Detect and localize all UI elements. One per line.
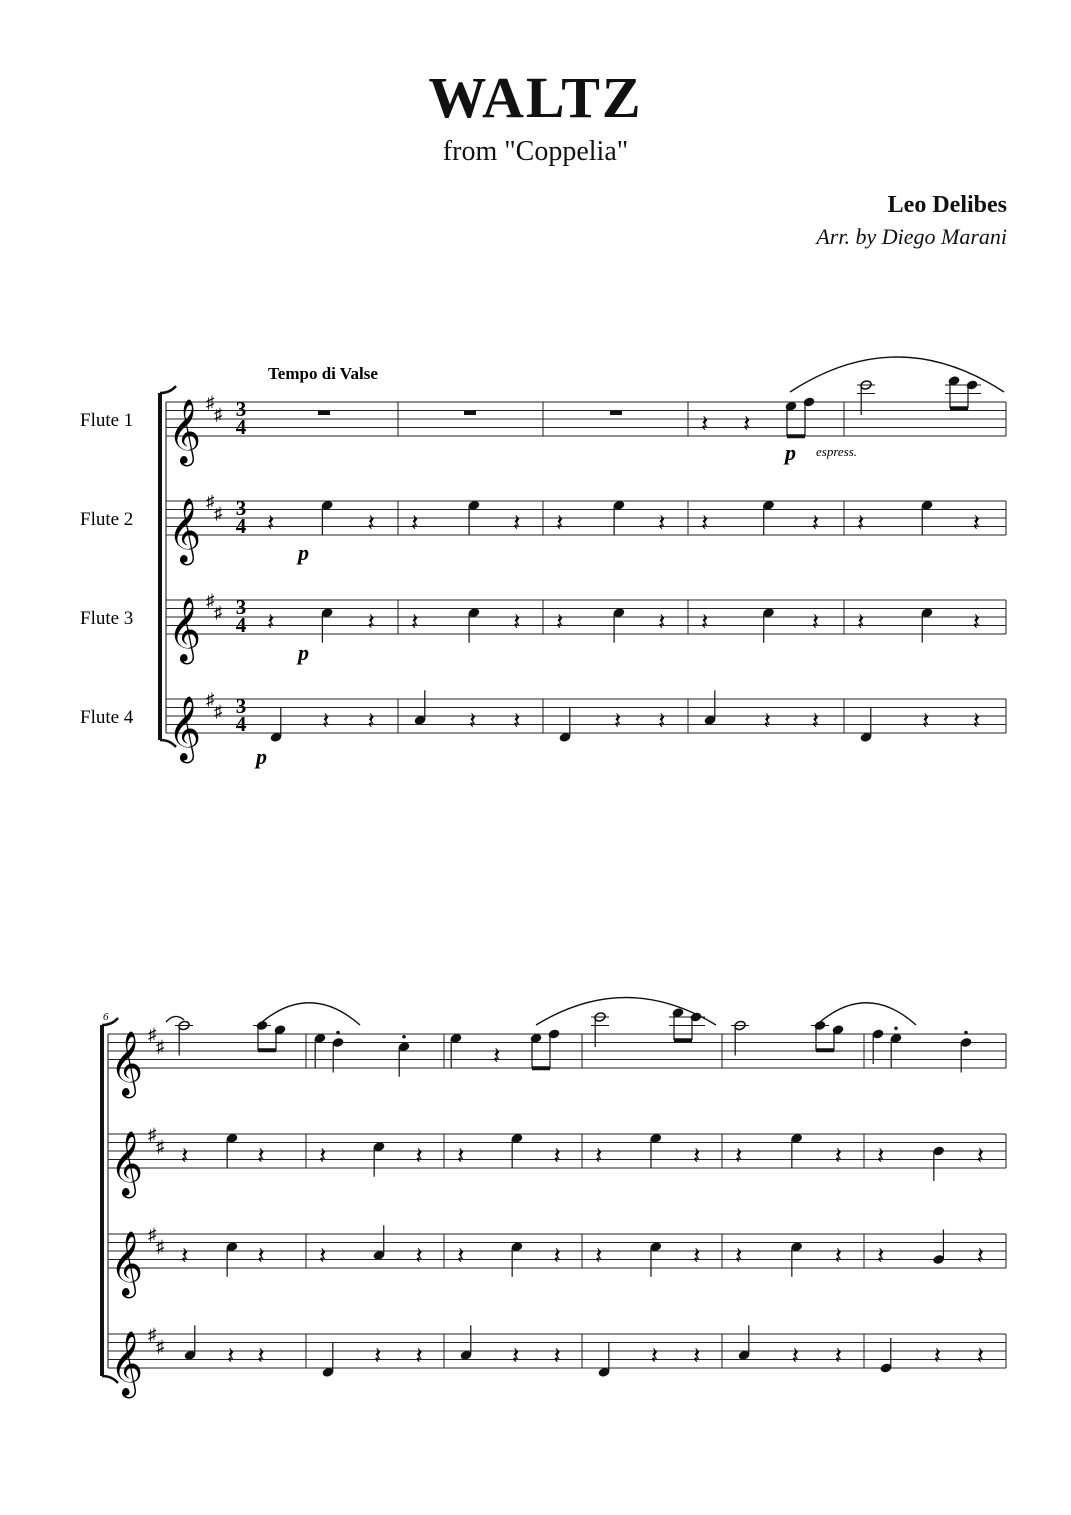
quarter-rest-icon: 𝄽 <box>415 1243 423 1270</box>
dynamic-flute-3: p <box>298 640 309 665</box>
staccato-dot <box>894 1026 898 1030</box>
quarter-rest-icon: 𝄽 <box>834 1243 842 1270</box>
quarter-rest-icon: 𝄽 <box>834 1143 842 1170</box>
timesig-bottom-1: 4 <box>235 415 247 439</box>
staccato-dot <box>402 1035 406 1039</box>
quarter-rest-icon: 𝄽 <box>257 1343 265 1370</box>
treble-clef-icon: 𝄞 <box>110 1133 144 1195</box>
quarter-rest-icon: 𝄽 <box>735 1143 743 1170</box>
quarter-rest-icon: 𝄽 <box>367 708 375 735</box>
quarter-rest-icon: 𝄽 <box>513 708 521 735</box>
sharp-c-icon: ♯ <box>156 1137 165 1156</box>
quarter-rest-icon: 𝄽 <box>367 609 375 636</box>
expression-flute-1: espress. <box>816 444 858 459</box>
quarter-rest-icon: 𝄽 <box>743 411 751 438</box>
quarter-rest-icon: 𝄽 <box>791 1343 799 1370</box>
quarter-rest-icon: 𝄽 <box>367 510 375 537</box>
quarter-rest-icon: 𝄽 <box>457 1243 465 1270</box>
quarter-rest-icon: 𝄽 <box>493 1043 501 1070</box>
quarter-rest-icon: 𝄽 <box>658 708 666 735</box>
staff-name-flute-3: Flute 3 <box>80 608 134 629</box>
timesig-bottom-3: 4 <box>235 613 247 637</box>
sharp-f-icon: ♯ <box>206 591 215 610</box>
quarter-rest-icon: 𝄽 <box>267 510 275 537</box>
timesig-bottom-2: 4 <box>235 514 247 538</box>
sharp-c-icon: ♯ <box>156 1237 165 1256</box>
quarter-rest-icon: 𝄽 <box>257 1243 265 1270</box>
quarter-rest-icon: 𝄽 <box>457 1143 465 1170</box>
quarter-rest-icon: 𝄽 <box>553 1243 561 1270</box>
quarter-rest-icon: 𝄽 <box>415 1343 423 1370</box>
sharp-c-icon: ♯ <box>214 405 223 424</box>
page-title: WALTZ <box>428 65 643 130</box>
quarter-rest-icon: 𝄽 <box>972 708 980 735</box>
sharp-f-icon: ♯ <box>148 1025 157 1044</box>
staff-name-flute-4: Flute 4 <box>80 707 134 728</box>
timesig-top-2: 3 <box>235 496 247 520</box>
quarter-rest-icon: 𝄽 <box>701 609 709 636</box>
quarter-rest-icon: 𝄽 <box>811 609 820 636</box>
quarter-rest-icon: 𝄽 <box>513 510 521 537</box>
slur <box>536 998 716 1026</box>
quarter-rest-icon: 𝄽 <box>650 1343 659 1370</box>
sharp-f-icon: ♯ <box>148 1225 157 1244</box>
sharp-f-icon: ♯ <box>148 1125 157 1144</box>
quarter-rest-icon: 𝄽 <box>922 708 930 735</box>
quarter-rest-icon: 𝄽 <box>658 510 666 537</box>
slur <box>262 1003 360 1025</box>
quarter-rest-icon: 𝄽 <box>411 510 419 537</box>
bracket-hook <box>160 386 176 393</box>
quarter-rest-icon: 𝄽 <box>226 1343 235 1370</box>
sharp-c-icon: ♯ <box>214 504 223 523</box>
quarter-rest-icon: 𝄽 <box>322 708 330 735</box>
staccato-dot <box>964 1031 968 1035</box>
treble-clef-icon: 𝄞 <box>168 500 202 562</box>
sharp-c-icon: ♯ <box>214 702 223 721</box>
quarter-rest-icon: 𝄽 <box>553 1143 561 1170</box>
quarter-rest-icon: 𝄽 <box>267 609 275 636</box>
treble-clef-icon: 𝄞 <box>110 1233 144 1295</box>
staff-name-flute-2: Flute 2 <box>80 509 134 530</box>
dynamic-flute-1: p <box>785 440 796 465</box>
quarter-rest-icon: 𝄽 <box>857 510 865 537</box>
quarter-rest-icon: 𝄽 <box>415 1143 423 1170</box>
quarter-rest-icon: 𝄽 <box>693 1143 701 1170</box>
quarter-rest-icon: 𝄽 <box>613 708 622 735</box>
quarter-rest-icon: 𝄽 <box>556 609 564 636</box>
timesig-top-3: 3 <box>235 595 247 619</box>
page-subtitle: from "Coppelia" <box>442 136 629 167</box>
quarter-rest-icon: 𝄽 <box>595 1143 603 1170</box>
treble-clef-icon: 𝄞 <box>110 1333 144 1395</box>
quarter-rest-icon: 𝄽 <box>319 1243 327 1270</box>
quarter-rest-icon: 𝄽 <box>511 1343 520 1370</box>
quarter-rest-icon: 𝄽 <box>972 609 980 636</box>
quarter-rest-icon: 𝄽 <box>556 510 564 537</box>
quarter-rest-icon: 𝄽 <box>658 609 666 636</box>
quarter-rest-icon: 𝄽 <box>976 1143 984 1170</box>
timesig-top-4: 3 <box>235 694 247 718</box>
quarter-rest-icon: 𝄽 <box>701 510 709 537</box>
timesig-top-1: 3 <box>235 397 247 421</box>
whole-rest <box>610 411 622 416</box>
quarter-rest-icon: 𝄽 <box>468 708 477 735</box>
quarter-rest-icon: 𝄽 <box>693 1343 701 1370</box>
quarter-rest-icon: 𝄽 <box>701 411 709 438</box>
timesig-bottom-4: 4 <box>235 712 247 736</box>
quarter-rest-icon: 𝄽 <box>513 609 521 636</box>
quarter-rest-icon: 𝄽 <box>257 1143 265 1170</box>
quarter-rest-icon: 𝄽 <box>319 1143 327 1170</box>
arranger-credit: Arr. by Diego Marani <box>816 224 1007 249</box>
quarter-rest-icon: 𝄽 <box>763 708 771 735</box>
sharp-c-icon: ♯ <box>156 1037 165 1056</box>
quarter-rest-icon: 𝄽 <box>857 609 865 636</box>
quarter-rest-icon: 𝄽 <box>877 1143 885 1170</box>
quarter-rest-icon: 𝄽 <box>976 1343 984 1370</box>
quarter-rest-icon: 𝄽 <box>735 1243 743 1270</box>
quarter-rest-icon: 𝄽 <box>373 1343 382 1370</box>
sharp-f-icon: ♯ <box>206 393 215 412</box>
treble-clef-icon: 𝄞 <box>168 401 202 463</box>
quarter-rest-icon: 𝄽 <box>834 1343 842 1370</box>
slur <box>166 1016 184 1022</box>
staccato-dot <box>336 1031 340 1035</box>
quarter-rest-icon: 𝄽 <box>811 708 820 735</box>
measure-number: 6 <box>103 1011 109 1023</box>
sharp-f-icon: ♯ <box>206 492 215 511</box>
quarter-rest-icon: 𝄽 <box>877 1243 885 1270</box>
quarter-rest-icon: 𝄽 <box>553 1343 561 1370</box>
quarter-rest-icon: 𝄽 <box>595 1243 603 1270</box>
quarter-rest-icon: 𝄽 <box>181 1143 189 1170</box>
dynamic-flute-4: p <box>256 744 267 769</box>
tempo-marking: Tempo di Valse <box>268 364 378 383</box>
slur <box>820 1003 916 1025</box>
quarter-rest-icon: 𝄽 <box>972 510 980 537</box>
quarter-rest-icon: 𝄽 <box>933 1343 941 1370</box>
staff-name-flute-1: Flute 1 <box>80 410 134 431</box>
composer-name: Leo Delibes <box>887 192 1007 218</box>
quarter-rest-icon: 𝄽 <box>181 1243 189 1270</box>
sharp-f-icon: ♯ <box>206 690 215 709</box>
dynamic-flute-2: p <box>298 540 309 565</box>
quarter-rest-icon: 𝄽 <box>811 510 820 537</box>
whole-rest <box>464 411 476 416</box>
quarter-rest-icon: 𝄽 <box>411 609 419 636</box>
treble-clef-icon: 𝄞 <box>168 698 202 760</box>
whole-rest <box>318 411 330 416</box>
quarter-rest-icon: 𝄽 <box>976 1243 984 1270</box>
sharp-c-icon: ♯ <box>156 1337 165 1356</box>
quarter-rest-icon: 𝄽 <box>693 1243 701 1270</box>
treble-clef-icon: 𝄞 <box>168 599 202 661</box>
sharp-c-icon: ♯ <box>214 603 223 622</box>
sharp-f-icon: ♯ <box>148 1325 157 1344</box>
treble-clef-icon: 𝄞 <box>110 1033 144 1095</box>
